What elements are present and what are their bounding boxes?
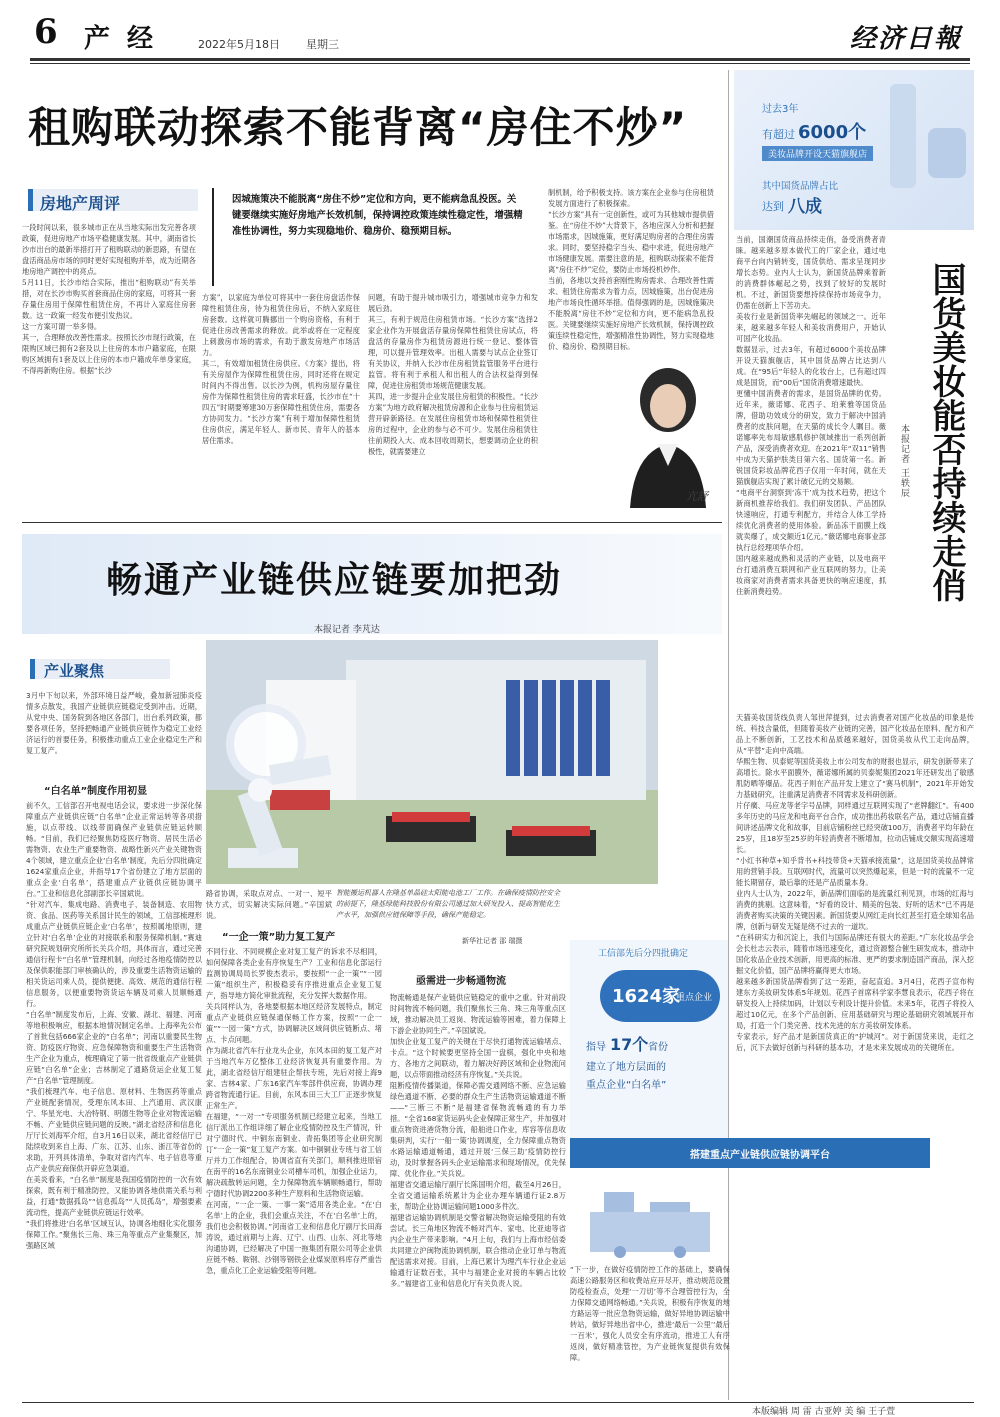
graphic-line5a: 达到 [762,200,784,213]
masthead-rule [30,58,970,61]
footer-rule [22,1402,974,1403]
page-number: 6 [34,12,58,52]
supply-chain-infographic [570,940,728,1140]
article1-bottom-rule [22,522,722,523]
sidebar-title: 国货美妆能否持续走俏 [926,262,966,602]
issue-weekday: 星期三 [306,38,339,51]
subhead-one-enterprise: “一企一策”助力复工复产 [222,932,336,943]
info-line2a: 指导 [586,1042,606,1053]
article2-headline: 畅通产业链供应链要加把劲 [106,559,563,601]
column-tag-industry [30,656,180,682]
author-signature: 亢舒 [686,490,708,503]
platform-banner-label: 搭建重点产业链供应链协调平台 [690,1150,830,1161]
article2-col1: 前不久，工信部召开电视电话会议，要求进一步深化保障重点产业链供应链“白名单”企业正常运转等各项措施，以点带线、以线带面确保产业链供应链运转顺畅。“目前，我们已经聚焦防疫医疗物资、居民生活必需物资、农业生产重要物资、战略性新兴产业关键物资4个领域，建立重点企业‘白名单’制度，先后分四批确定1624家重点企业，并指导17个省份建立了地方层面的重点企业‘白名单’，搭建重点产业链供应链协调平台。”工业和信息化部副部长辛国斌说。 “针对汽车、集成电路、消费电子、装备制造、农用物资、食品、医药等关系国计民生的领域，工信部梳理形成重点产业链供应链企业‘白名单’，按照属地原则，建立针对‘白名单’企业的对接联系和服务保障机制。”赛迪研究院规划研究所所长关兵介绍，具体而言，通过完善通信行程卡“白名单”管理机制，向经过各地疫情防控以及保供职能部门审核确认的，涉及重要生活物资运输的相关货运司乘人员，提供便捷、高效、规范的通信行程信息服务，以便重要物资货运车辆及司乘人员顺畅通行。 “白名单”制度发布后，上海、安徽、湖北、福建、河南等地积极响应，根据本地情况制定名单。上海率先公布了首批包括666家企业的“白名单”；河南以重要民生物资、防疫医疗物资、应急保障物资和重要生产生活物资生产企业为重点，梳理确定了第一批省级重点产业链供应链“白名单”企业；吉林制定了通路货运企业复工复产“白名单”管理制度。 “我们梳理汽车、电子信息、原材料、生物医药等重点产业链配套情况，受理东风本田、上汽通用、武汉康宁、华星光电、大冶特钢、明德生物等企业对物流运输不畅、产业链供应链问题的反映。”湖北省经济和信息化厅厅长刘海军介绍，自3月16日以来，湖北省经信厅已陆续收到来自上海、广东、江苏、山东、浙江等省份的求助，开列具体清单，争取对省内汽车、电子信息等重点产业供应商保供开辟应急渠道。 在美炎看来，“白名单”制度是我国疫情防控的一次有效探索，既有利于精准防控，又能协调各地供需关系与利益，打通“数据孤岛”“信息孤岛”“人员孤岛”，增强要素流动性，提高产业链供应链运行效率。 “我们将推进‘白名单’区域互认，协调各地细化实化服务保障工作。”聚焦长三角、珠三角等重点产业集聚区，加强路区域 [26,801,202,1250]
column-tag-housing [22,185,197,215]
article2-byline: 本报记者 李芃达 [314,625,380,635]
cosmetic-bottle-icon [890,84,916,188]
article2-col4-bottom: “下一步，在做好疫情防控工作的基础上，要确保高速公路服务区和收费站应开尽开，推动规范设置防疫检查点，处理‘一刀切’等不合理管控行为，全力保障交通网络畅通。”关兵说，积极有序恢复的地方路运等一批应急物资运输，做好异地协调运输中转站，做好异地出省中心，推进‘最后一公里’‘最后一百米’，强化人员安全有序流动，推进工人有序返岗，做好精准管控，为产业链恢复提供有效保障。 [570,1265,730,1362]
article2-col2-top: 路省协调，采取点对点、一对一、短平快方式，切实解决实际问题。”辛国斌说。 [206,889,332,920]
robot-arm-icon [210,730,350,880]
paper-logo: 经济日報 [849,24,962,54]
sidebar-body-bottom: 天猫美妆国货线负责人邹世萍提到，过去消费者对国产化妆品的印象是传统、科技含量低，但随着美妆产业链的完善，国产化妆品在原料、配方和产品上不断创新，工艺技术和品质越来越好，国货美妆从代工走向品牌，从“平替”走向中高端。 华熙生物、贝泰妮等国货美妆上市公司发布的财报也显示，研发创新带来了高增长。除水平面膜外，薇诺娜所属的贝泰妮集团2021年还研发出了敏感肌防晒等爆品。花西子则在产品开发上建立了“赛马机制”，2021年开始发力基础研究，注重满足消费者不同需求及科研创新。 片仔癀、马应龙等老字号品牌，同样通过互联网实现了“老牌翻红”。有400多年历史的马应龙和电商平台合作，成功推出药妆联名产品，通过店铺直播间讲述品牌文化和故事，目前店铺粉丝已经突破100万，消费者平均年龄在25岁，且18岁至25岁的年轻消费者不断增加，拉动店铺成交额实现高速增长。 “小红书种草+知乎背书+科技带货+天猫承接流量”，这是国货美妆品牌常用的营销手段。互联网时代，流量可以突然爆起来，但是一时的流量不一定能长期留存，最后靠的还是产品质量本身。 业内人士认为，2022年，新品牌们面临的是流量红利见顶，市场的红海与消费的挑剔。这意味着，“好看的设计、精美的包装、好听的话术”已不再是消费者购买决策的关键因素。新国货要从网红走向长红甚至打造全球知名品牌，创新与研发无疑是绕不过去的一道坎。 “在科研实力和沉淀上，我们与国际品牌还有很大的差距。”广东化妆品学会会长杜志云表示，随着市场迅速变化，通过资源整合催生研发成本，推动中国化妆品企业技术创新，用更高的标准、更严的要求制造国产商品，深入挖掘文化价值，国产品牌将赢得更大市场。 越来越多新国货品牌看到了这一差距，奋起直追。3月4日，花西子宣布构建东方美妆研发体系5年规划。花西子首席科学家李慧良表示，花西子将在研发投入上持续加码，计划以专利设计提升价值。未来5年，花西子将投入超过10亿元，在多个产品创新、应用基础研究与理论基础研究领域展开布局，打造一个门类完善、技术先进的东方美妆研发体系。 专家表示，好产品才是新国货真正的“护城河”。对于新国货来说，走红之后，沉下去做好创新与科研的基本功，才是未来发展成功的关键所在。 [736,713,974,1052]
author-portrait [620,340,716,508]
article1-lede-box [212,188,532,286]
article1-col4-narrow [548,340,616,510]
masthead [0,0,1000,60]
photo-caption: 智能搬运机器人在隆基单晶硅太阳能电池工厂工作。在确保疫情防控安全的前提下，隆基绿能科技股份有限公司通过加大研发投入、提高智能化生产水平，加强供应链保障等手段，确保产能稳定。 [336,889,560,919]
graphic-line3: 美妆品牌开设天猫旗舰店 [762,146,873,161]
info-line2c: 省份 [648,1042,668,1053]
factory-illustration [590,1172,730,1258]
article2-lead: 3月中下旬以来，外部环境日益严峻，叠加新冠肺炎疫情多点散发，我国产业链供应链稳定受到冲击。近期，从党中央、国务院到各地区各部门，出台系列政策，都要各项任务，坚持把畅通产业链供应链作为稳定工业经济运行的首要任务，积极推动重点工业企业稳定生产和复工复产。 [26,691,202,755]
article1-lede: 因城施策决不能脱离“房住不炒”定位和方向，更不能病急乱投医。关键要继续实施好房地产长效机制，保持调控政策连续性稳定性，增强精准性协调性，努力实现稳地价、稳房价、稳预期目标。 [232,194,523,237]
footer-editors: 本版编辑 周 雷 古亚婷 美 编 王子萱 [752,1407,896,1417]
article1-col3: 问题，有助于提升城市吸引力，增强城市竞争力和发展后劲。 其三，有利于规范住房租赁市场。“长沙方案”选择2家企业作为开展盘活存量房保障性租赁住房试点，将盘活的存量房作为租赁房源进行统一登记、整体管理，可以提升管理效率。出租人需要与试点企业签订有关协议，并纳入长沙市住房租赁监管服务平台进行监管。将有利于承租人和出租人的合法权益得到保障，促进住房租赁市场规范健康发展。 其四，进一步提升企业发展住房租赁的积极性。“长沙方案”为地方政府解决租赁房源和企业参与住房租赁运营开辟新路径。在发展住房租赁市场和保障性租赁住房的过程中，企业的参与必不可少。发展住房租赁往往前期投入大、成本回收周期长，想要调动企业的积极性，就需要建立 [368,293,538,456]
subhead-logistics: 亟需进一步畅通物流 [416,976,506,987]
issue-date: 2022年5月18日 [198,38,280,51]
info-big-number: 1624家 [612,986,681,1007]
sidebar-body-top: 当前，国潮国货商品持续走俏，备受消费者青睐。越来越多原本做代工的厂家企业，通过电商平台向内销转变，国货供给、需求呈现同步增长态势。业内人士认为，新国货品牌乘着新的消费群体崛起之势，找到了较好的发展时机。不过，新国货要想持续保持市场竞争力，仍需在创新上下苦功夫。 美妆行业是新国货率先崛起的领域之一。近年来，越来越多年轻人和美妆消费用户，开始认可国产化妆品。 数据显示，过去3年，有超过6000个美妆品牌开设天猫旗舰店，其中国货品牌占比达到八成。在“95后”年轻人的化妆台上，已有超过四成是国货，而“00后”国货消费增速最快。 更懂中国消费者的需求，是国货品牌的优势。近年来，薇诺娜、花西子、珀莱雅等国货品牌，借助功效成分的研发，致力于解决中国消费者的皮肤问题，在天猫的成长令人瞩目。薇诺娜率先布局敏感肌修护领域推出一系列创新产品，深受消费者欢迎。在2021年“双11”销售中成为天猫护肤类目第六名、国货第一名。新锐国货彩妆品牌花西子仅用一年时间，就在天猫旗舰店实现了累计破亿元的交易额。 “电商平台洞察到‘冻干’成为技术趋势，把这个新商机推荐给我们。我们研发团队、产品团队快速响应，打通专利配方，并结合人体工学持续优化消费者的使用体验。新品冻干面膜上线就卖爆了，成交额近1亿元。”薇诺娜电商事业部执行总经理项华介绍。 国内越来越成熟和灵活的产业链，以及电商平台打通消费互联网和产业互联网的努力，让美妆商家对消费者需求具备更快的响应速度，抓住新消费趋势。 [736,235,886,596]
info-line1: 工信部先后分四批确定 [598,949,689,959]
graphic-line4: 其中国货品牌占比 [762,181,839,192]
column-tag-industry-label: 产业聚焦 [44,662,105,680]
platform-banner [570,1138,930,1168]
article2-col2: 不同行业、不同规模企业对复工复产的诉求不尽相同，如何保障各类企业有序恢复生产？工业和信息化部运行监测协调局局长罗俊杰表示，要按照“一企一策”“一园一策”组织生产，积极稳妥有序推进重点企业复工复产，指导地方简化审批流程，充分发挥大数据作用。 关兵同样认为，各地要根据本地区经济发展特点，制定重点产业链供应链保通保畅工作方案，按照“一企一策”“一园一策”方式，协调解决区域间供应链断点、堵点、卡点问题。 作为湖北省汽车行业龙头企业，东风本田的复工复产对于当地汽车万亿整体工业经济恢复具有重要作用。为此，湖北省经信厅组建驻企帮扶专班，先后对接上海9家、吉林4家、广东16家汽车零部件供应商，协调办理跨省物流通行证。目前，东风本田三大工厂正逐步恢复正常生产。 在福建，“一对一”专项服务机制已经建立起来，当地工信厅派出工作组详细了解企业疫情防控及生产情况，针对宁德时代、中铜东南铜业、青拓集团等企业研究制订“一企一策”复工复产方案。如中铜铜业专班与省工信厅并力工作组配合，协调省直有关部门，顺利推进原宿在南平的16名东南铜业公司槽车司机，加强企业运力，解决疏散转运问题，全力保障物流车辆顺畅通行，帮助宁德时代协调2200多种生产原料和生活物资运输。 在河南，“一企一策、一事一案”适用各类企业。“在‘白名单’上的企业，我们会重点关注，不在‘白名单’上的，我们也会积极协调。”河南省工业和信息化厅副厅长田海涛说，通过前期与上海、辽宁、山西、山东、河北等地沟通协调，已经解决了中国一拖集团有限公司等企业供应链不畅、鞍钢、沙钢等钢铁企业煤炭原料库存严重告急，重点化工企业运输受阻等问题。 [206,947,382,1275]
graphic-line2b: 6000个 [798,122,867,143]
info-line3: 建立了地方层面的 [586,1062,666,1073]
subhead-whitelist: “白名单”制度作用初显 [44,786,148,797]
cosmetics-graphic [734,70,974,230]
article1-col4: 制机制，给予积极支持。该方案在企业参与住房租赁发展方面进行了积极探索。 “长沙方案”具有一定创新性，或可为其他城市提供借鉴。在“房住不炒”大背景下，各地应深入分析和把握市场需求，因城施策，更好满足购房者的合理住房需求。同时，要坚持稳字当头、稳中求进，促进房地产市场健康发展。需要注意的是，租购联动探索不能背离“房住不炒”定位，要防止市场投机炒作。 当前，各地以支持首套刚性购房需求、合理改善性需求、租赁住房需求为着力点，因城施策，出台促进房地产市场良性循环举措。值得强调的是，因城施策决不能脱离“房住不炒”定位和方向，更不能病急乱投医。关键要继续实施好房地产长效机制，保持调控政策连续性稳定性，增强精准性协调性，努力实现稳地价、稳房价、稳预期目标。 [548,188,714,351]
column-tag-label: 房地产周评 [40,194,121,213]
info-line4: 重点企业“白名单” [586,1080,667,1091]
graphic-line5b: 八成 [788,197,822,217]
cosmetic-jar-icon [928,128,966,178]
article2-col3: 物流畅通是保产业链供应链稳定的重中之重。针对前段时间物流不畅问题，我们聚焦长三角、珠三角等重点区域，推动解决员工返岗、物流运输等困难，着力保障上下游企业协同生产。”辛国斌说。 加快企业复工复产的关键在于尽快打通物流运输堵点、卡点。“这个时候要更坚持全国一盘棋，强化中央和地方、各地方之间联动，着力解决好跨区域和企业物流问题，以点带面推动经济有序恢复。”关兵说。 阻断疫情传播渠道，保障必需交通网络不断、应急运输绿色通道不断、必要的群众生产生活物资运输通道不断——“三断三不断”是福建省保物流畅通的有力举措。“全省168家货运码头企业保障正常生产，并加强对重点物资进港货物分流，船舶进口作业，库容等信息收集研判，实行‘一船一策’协调调度，全力保障重点物资水路运输通道畅通，通过开展‘三保三助’疫情防控行动，及时掌握各码头企业运输需求和现场情况，优先保障、优化作业。”关兵说。 福建省交通运输厅副厅长陈国明介绍，截至4月26日，全省交通运输系统累计为企业办理车辆通行证2.8万张，帮助企业协调运输问题1000多件次。 福建省运输协调机制是交警省解决物资运输受阻的有效尝试。长三角地区物流不畅对汽车、家电、比亚迪等省内企业生产带来影响。“4月上旬，我们与上海市经信委共同建立沪闽物流协调机制，联合推动企业订单与物流配送需求对接。目前，上海已累计为理汽车行业企业运输通行证数百张，其中与福建企业对接的车辆占比较多。”福建省工业和信息化厅有关负责人说。 [390,993,566,1288]
graphic-line2a: 有超过 [762,128,795,141]
masthead-rule-thin [30,63,970,64]
article1-headline: 租购联动探索不能背离“房住不炒” [28,103,688,152]
article1-col2: 方案”，以家庭为单位可将其中一套住房盘活作保障性租赁住房，待为租赁住房后，不纳入家庭住房套数。这样就可腾挪出一个购房资格，有利于促进住房改善需求的释放。此举或将在一定程度上刺激房市场的需求，有助于激发房地产市场活力。 其二，有效增加租赁住房供应。《方案》提出，将有关房屋作为保障性租赁住房，同时还将在规定时间内不得出售。以长沙为例，机构房屋存量住房作为保障性租赁住房的需求旺盛，长沙市在“十四五”时期要筹建30万套保障性租赁住房，需要各方协同发力。“长沙方案”有利于增加保障性租赁住房供应，满足年轻人、新市民、青年人的基本居住需求。 [202,293,360,445]
article1-col1: 一段时间以来，很多城市正在从当地实际出发完善各项政策，促进房地产市场平稳健康发展。其中，湖南省长沙市出台的最新举措打开了租购联动的新思路，有望在盘活商品房市场的同时更好实现租购并举，成为近期各地房地产调控中的亮点。 5月11日，长沙市结合实际，推出“租购联动”有关举措，对在长沙市购买首套商品住房的家庭，可将其一套存量住房用于保障性租赁住房，不再计入家庭住房套数。这一政策一经发布便引发热议。 这一方案可谓一举多得。 其一，合理释放改善性需求。按照长沙市现行政策，在限购区域已拥有2套及以上住房的本市户籍家庭，在限购区域拥有1套及以上住房的本市户籍成年单身家庭，不得再新购住房。根据“长沙 [22,223,196,375]
graphic-line1: 过去3年 [762,104,799,115]
info-line2b: 17个 [610,1035,649,1054]
section-name: 产 经 [84,24,158,54]
photo-credit: 新华社记者 邵 瑞摄 [462,937,523,945]
sidebar-byline: 本报记者 王轶辰 [899,424,909,498]
info-big-label: 重点企业 [676,993,713,1003]
